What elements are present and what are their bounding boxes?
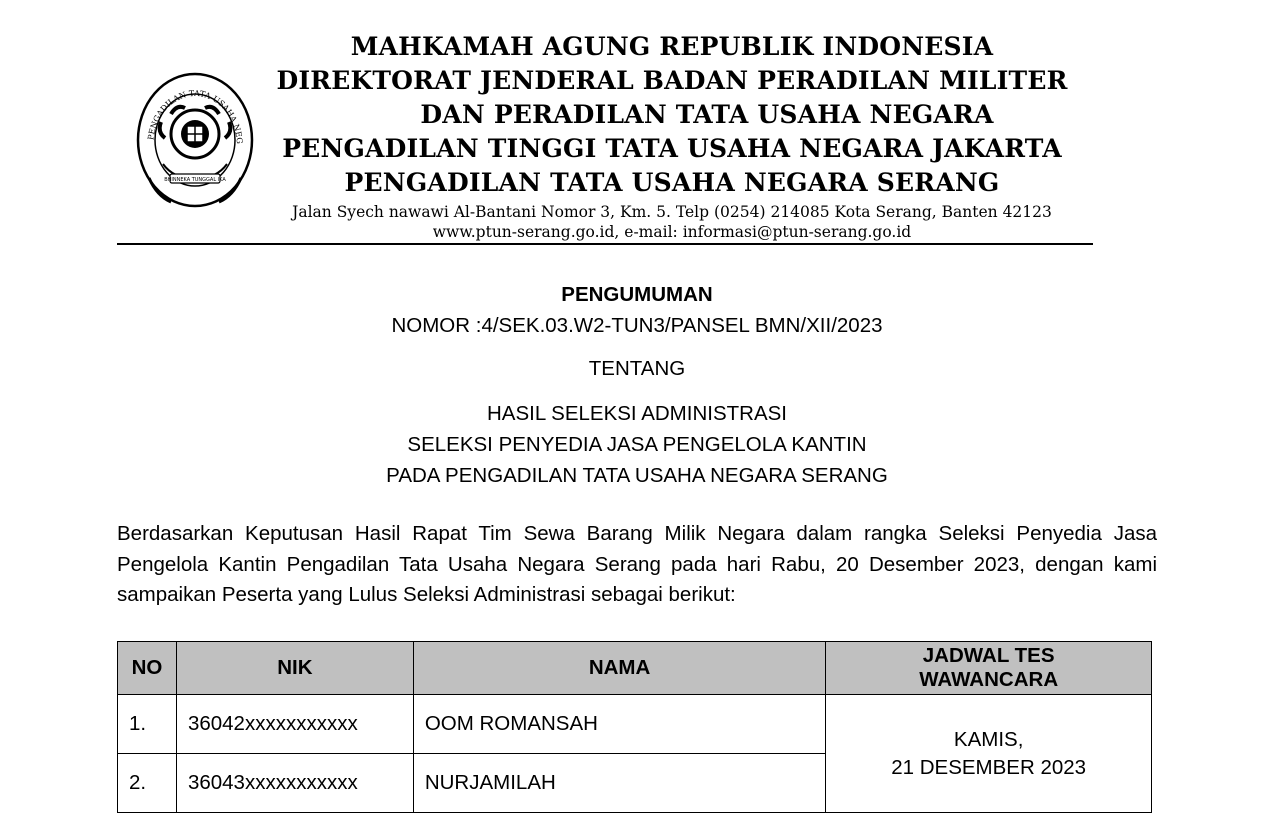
row-nik: 36042xxxxxxxxxxx: [176, 695, 413, 754]
institution-line-5: PENGADILAN TATA USAHA NEGARA SERANG: [344, 168, 1000, 197]
row-nama: OOM ROMANSAH: [413, 695, 825, 754]
web-email-line[interactable]: www.ptun-serang.go.id, e-mail: informasi@ptun-serang.go.id: [432, 223, 912, 241]
announcement-title: PENGUMUMAN: [561, 283, 713, 306]
institution-line-2: DIREKTORAT JENDERAL BADAN PERADILAN MILITER: [276, 66, 1068, 95]
header-jadwal: [826, 642, 1152, 695]
subject-line-2: SELEKSI PENYEDIA JASA PENGELOLA KANTIN: [407, 433, 867, 456]
announcement-paragraph: Berdasarkan Keputusan Hasil Rapat Tim Sewa Barang Milik Negara dalam rangka Seleksi Penyedia Jasa Pengelola Kantin Pengadilan Tata Usaha Negara Serang pada hari Rabu, 20 Desember 2023, dengan kami sampaikan Peserta yang Lulus Seleksi Administrasi sebagai berikut:: [117, 522, 1157, 606]
announcement-subject: [117, 398, 1157, 491]
header-nik: NIK: [176, 642, 413, 695]
schedule-day: KAMIS,: [953, 727, 1024, 751]
header-nama: NAMA: [413, 642, 825, 695]
letterhead-titles: [267, 30, 1077, 200]
letterhead-address: [267, 202, 1077, 242]
subject-line-3: PADA PENGADILAN TATA USAHA NEGARA SERANG: [386, 464, 888, 487]
results-table: [117, 641, 1152, 813]
address-line: Jalan Syech nawawi Al-Bantani Nomor 3, Km. 5. Telp (0254) 214085 Kota Serang, Banten 42123: [292, 203, 1052, 221]
header-jadwal-line-2: WAWANCARA: [919, 668, 1059, 691]
announcement-about: TENTANG: [588, 357, 686, 380]
institution-line-1: MAHKAMAH AGUNG REPUBLIK INDONESIA: [350, 32, 994, 61]
institution-line-3: DAN PERADILAN TATA USAHA NEGARA: [420, 100, 994, 129]
svg-text:BHINNEKA TUNGGAL IKA: BHINNEKA TUNGGAL IKA: [164, 177, 226, 183]
schedule-date: 21 DESEMBER 2023: [891, 755, 1087, 779]
letterhead-divider: [117, 243, 1093, 245]
letterhead: [117, 30, 1093, 250]
table-row: [118, 695, 1152, 754]
header-no: NO: [118, 642, 177, 695]
court-seal-logo: [135, 68, 255, 218]
table-header-row: [118, 642, 1152, 695]
row-no: 2.: [118, 754, 177, 813]
institution-line-4: PENGADILAN TINGGI TATA USAHA NEGARA JAKARTA: [282, 134, 1062, 163]
row-nik: 36043xxxxxxxxxxx: [176, 754, 413, 813]
header-jadwal-line-1: JADWAL TES: [922, 644, 1055, 667]
svg-text:PENGADILAN TATA USAHA NEGARA S: PENGADILAN TATA USAHA NEG: [146, 88, 245, 145]
interview-schedule: [826, 695, 1152, 813]
row-nama: NURJAMILAH: [413, 754, 825, 813]
row-no: 1.: [118, 695, 177, 754]
subject-line-1: HASIL SELEKSI ADMINISTRASI: [486, 402, 787, 425]
announcement-number: NOMOR :4/SEK.03.W2-TUN3/PANSEL BMN/XII/2023: [391, 314, 883, 337]
